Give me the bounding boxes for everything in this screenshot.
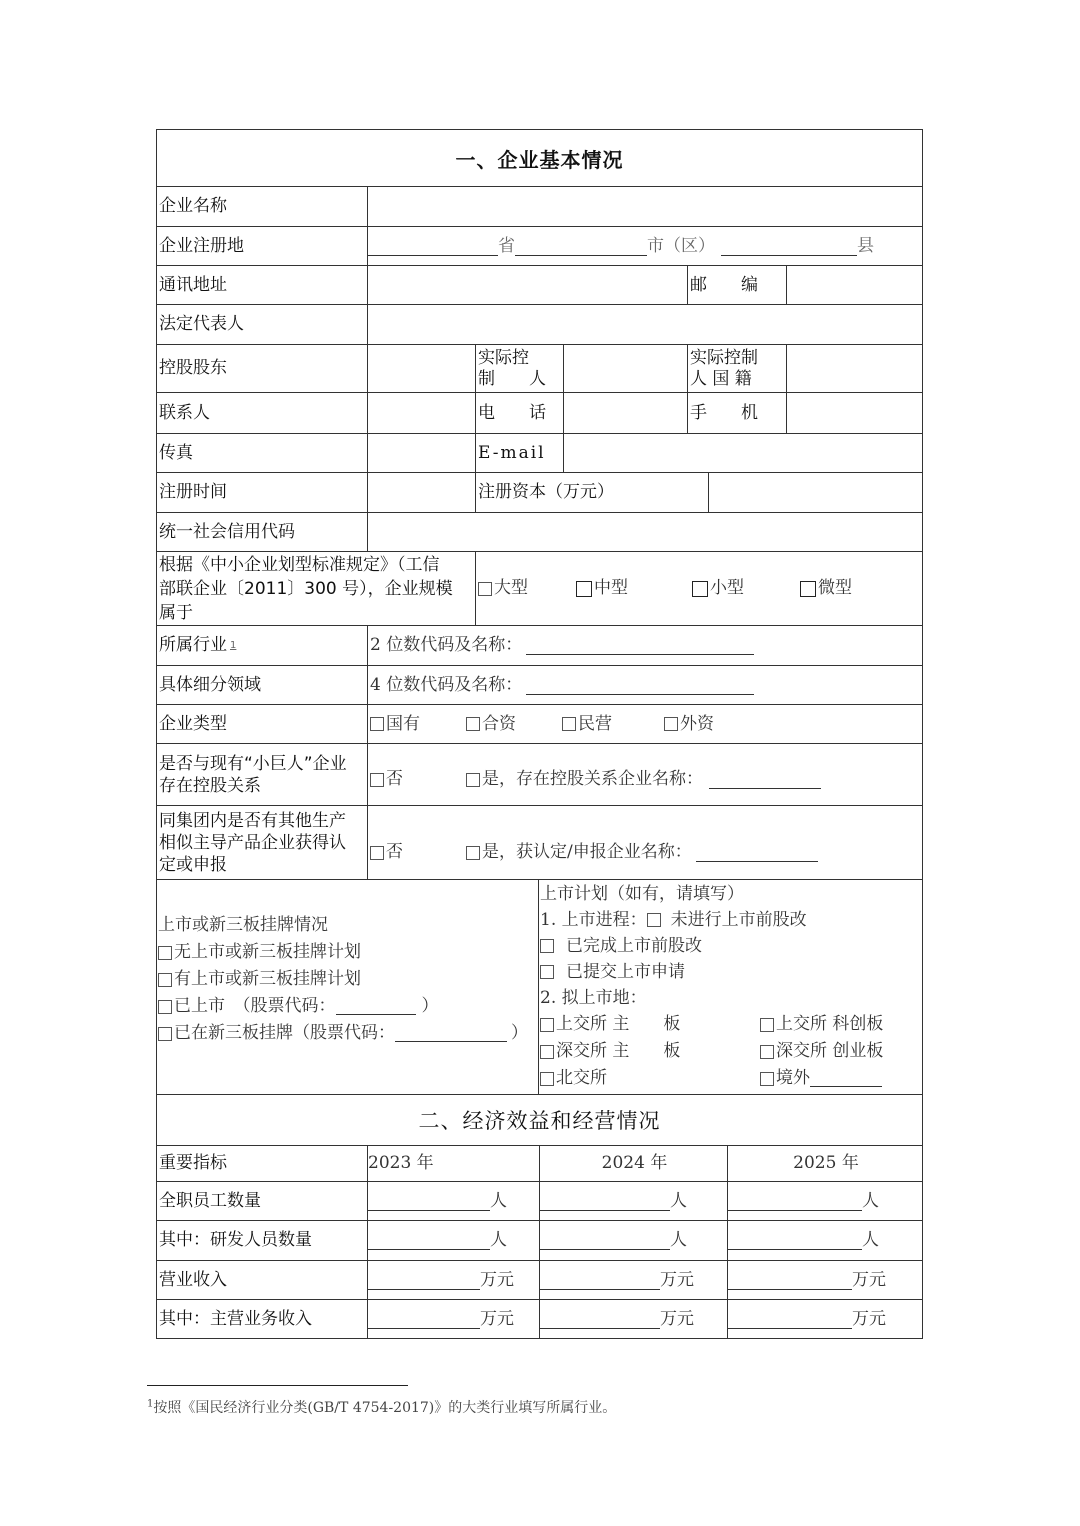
venue-sse-main[interactable]: 上交所 主 板 [540, 1011, 760, 1038]
legal-rep-field[interactable] [368, 305, 922, 344]
footnote-text: 按照《国民经济行业分类(GB/T 4754-2017)》的大类行业填写所属行业。 [153, 1400, 617, 1416]
value-2025[interactable]: 人 [728, 1221, 922, 1260]
checkbox-icon [800, 581, 816, 597]
checkbox-icon [760, 1072, 774, 1086]
little-giant-options [368, 744, 922, 805]
checkbox-icon [664, 717, 678, 731]
checkbox-icon [158, 946, 172, 960]
checkbox-icon [540, 1018, 554, 1032]
phone-label: 电 话 [478, 402, 546, 423]
credit-code-label: 统一社会信用代码 [159, 521, 295, 542]
progress-option-completed[interactable]: 已完成上市前股改 [540, 933, 920, 959]
neeq-code-input[interactable] [395, 1025, 507, 1042]
stock-code-input[interactable] [336, 998, 416, 1015]
checkbox-icon [158, 1000, 172, 1014]
checkbox-icon [370, 846, 384, 860]
value-2023[interactable]: 人 [368, 1182, 539, 1220]
mobile-field[interactable] [787, 393, 922, 433]
checkbox-icon [692, 581, 708, 597]
venue-label: 2. 拟上市地： [540, 988, 647, 1008]
industry-code-input[interactable] [526, 636, 754, 655]
sub-field-field: 4 位数代码及名称： [368, 666, 922, 704]
value-2025[interactable]: 万元 [728, 1300, 922, 1338]
checkbox-icon [466, 846, 480, 860]
checkbox-icon [540, 965, 554, 979]
venue-sse-star[interactable]: 上交所 科创板 [760, 1011, 883, 1038]
indicator-label: 营业收入 [159, 1269, 227, 1290]
checkbox-icon [370, 773, 384, 787]
contact-field[interactable] [368, 393, 475, 433]
contact-label: 联系人 [159, 402, 210, 423]
little-giant-company-input[interactable] [709, 770, 821, 789]
company-name-field[interactable] [368, 187, 922, 226]
mailing-address-field[interactable] [368, 266, 687, 304]
checkbox-icon [466, 773, 480, 787]
actual-controller-label: 实际控 制 人 [478, 347, 546, 389]
province-field[interactable] [368, 237, 498, 256]
fax-label: 传真 [159, 442, 193, 463]
section-2-title: 二、经济效益和经营情况 [418, 1109, 661, 1133]
county-field[interactable] [721, 237, 857, 256]
legal-rep-label: 法定代表人 [159, 314, 244, 334]
type-option-foreign[interactable]: 外资 [664, 714, 714, 735]
value-2023[interactable]: 人 [368, 1221, 539, 1260]
checkbox-icon [370, 717, 384, 731]
registered-place-fields: 省 市（区） 县 [368, 227, 922, 265]
indicator-label: 其中：主营业务收入 [159, 1308, 312, 1329]
value-2025[interactable]: 万元 [728, 1261, 922, 1299]
mobile-label: 手 机 [690, 402, 758, 423]
scale-option-micro[interactable]: 微型 [800, 578, 852, 599]
little-giant-yes[interactable]: 是，存在控股关系企业名称： [466, 769, 703, 790]
controlling-shareholder-label: 控股股东 [159, 358, 227, 378]
email-field[interactable] [564, 434, 922, 472]
postcode-field[interactable] [787, 266, 922, 304]
value-2023[interactable]: 万元 [368, 1261, 539, 1299]
venue-szse-main[interactable]: 深交所 主 板 [540, 1038, 760, 1065]
value-2024[interactable]: 万元 [540, 1261, 727, 1299]
listing-status-heading: 上市或新三板挂牌情况 [158, 915, 328, 935]
footnote-separator [147, 1385, 408, 1386]
progress-option-not-started[interactable]: 未进行上市前股改 [647, 907, 807, 933]
scale-option-medium[interactable]: 中型 [576, 578, 692, 599]
venue-overseas[interactable]: 境外 [760, 1065, 882, 1092]
controlling-shareholder-field[interactable] [368, 345, 475, 392]
postcode-label: 邮 编 [690, 274, 758, 295]
listing-option-has-plan[interactable]: 有上市或新三板挂牌计划 [158, 966, 536, 993]
indicator-label: 全职员工数量 [159, 1190, 261, 1211]
scale-option-small[interactable]: 小型 [692, 578, 800, 599]
group-similar-yes[interactable]: 是，获认定/申报企业名称： [466, 842, 692, 863]
company-type-options [368, 705, 922, 743]
listing-plan-block [540, 881, 920, 1092]
value-2023[interactable]: 万元 [368, 1300, 539, 1338]
section-1-title: 一、企业基本情况 [455, 147, 624, 172]
checkbox-icon [540, 1045, 554, 1059]
checkbox-icon [760, 1018, 774, 1032]
fax-field[interactable] [368, 434, 475, 472]
footnote-marker: 1 [147, 1398, 154, 1410]
progress-label: 1. 上市进程： [540, 910, 647, 930]
venue-szse-chinext[interactable]: 深交所 创业板 [760, 1038, 883, 1065]
checkbox-icon [466, 717, 480, 731]
indicator-label: 其中：研发人员数量 [159, 1230, 312, 1250]
reg-time-label: 注册时间 [159, 482, 227, 502]
checkbox-icon [540, 939, 554, 953]
group-similar-company-input[interactable] [696, 843, 818, 862]
checkbox-icon [158, 973, 172, 987]
mailing-address-label: 通讯地址 [159, 274, 227, 295]
checkbox-icon [760, 1045, 774, 1059]
type-option-jv[interactable]: 合资 [466, 714, 562, 735]
venue-bse[interactable]: 北交所 [540, 1065, 760, 1092]
controller-nationality-field[interactable] [787, 345, 922, 392]
type-option-state[interactable]: 国有 [370, 714, 466, 735]
group-similar-options [368, 806, 922, 879]
checkbox-icon [562, 717, 576, 731]
listing-plan-heading: 上市计划（如有，请填写） [540, 884, 744, 904]
overseas-venue-input[interactable] [810, 1070, 882, 1087]
controller-nationality-label: 实际控制 人 国 籍 [690, 347, 758, 389]
city-field[interactable] [515, 237, 647, 256]
year-header-2023: 2023 年 [368, 1153, 434, 1173]
sub-field-code-input[interactable] [526, 676, 754, 695]
year-header-2024: 2024 年 [601, 1153, 668, 1173]
progress-option-submitted[interactable]: 已提交上市申请 [540, 959, 920, 985]
type-option-private[interactable]: 民营 [562, 714, 664, 735]
company-name-label: 企业名称 [159, 196, 227, 216]
value-2024[interactable]: 人 [540, 1182, 727, 1220]
little-giant-label: 是否与现有“小巨人”企业存在控股关系 [159, 753, 347, 796]
registered-place-label: 企业注册地 [159, 235, 244, 256]
group-similar-label: 同集团内是否有其他生产相似主导产品企业获得认定或申报 [159, 810, 346, 875]
reg-time-field[interactable] [368, 473, 475, 512]
value-2024[interactable]: 人 [540, 1221, 727, 1260]
footnote-ref[interactable]: 1 [230, 640, 237, 651]
value-2025[interactable]: 人 [728, 1182, 922, 1220]
reg-capital-label: 注册资本（万元） [478, 482, 614, 502]
listing-option-listed[interactable]: 已上市 （股票代码： ） [158, 993, 536, 1020]
indicator-header: 重要指标 [159, 1153, 227, 1173]
listing-option-no-plan[interactable]: 无上市或新三板挂牌计划 [158, 939, 361, 966]
checkbox-icon [647, 913, 661, 927]
phone-field[interactable] [564, 393, 687, 433]
reg-capital-field[interactable] [709, 473, 922, 512]
checkbox-icon [540, 1072, 554, 1086]
scale-label: 根据《中小企业划型标准规定》（工信部联企业〔2011〕300 号），企业规模属于 [159, 554, 453, 623]
group-similar-no[interactable]: 否 [370, 842, 466, 863]
little-giant-no[interactable]: 否 [370, 769, 466, 790]
value-2024[interactable]: 万元 [540, 1300, 727, 1338]
year-header-2025: 2025 年 [793, 1153, 859, 1173]
listing-option-neeq[interactable]: 已在新三板挂牌（股票代码： ） [158, 1020, 536, 1047]
checkbox-icon [478, 582, 492, 596]
checkbox-icon [576, 581, 592, 597]
company-type-label: 企业类型 [159, 713, 227, 734]
sub-field-label: 具体细分领域 [159, 674, 261, 695]
industry-field: 2 位数代码及名称： [368, 626, 922, 665]
industry-label: 所属行业 1 [159, 635, 237, 655]
scale-options [476, 552, 922, 625]
credit-code-field[interactable] [368, 513, 922, 551]
listing-status-block [158, 912, 536, 1047]
email-label: E-mail [478, 442, 546, 463]
footnote [147, 1397, 847, 1417]
checkbox-icon [158, 1027, 172, 1041]
scale-option-large[interactable]: 大型 [478, 578, 576, 599]
actual-controller-field[interactable] [564, 345, 687, 392]
